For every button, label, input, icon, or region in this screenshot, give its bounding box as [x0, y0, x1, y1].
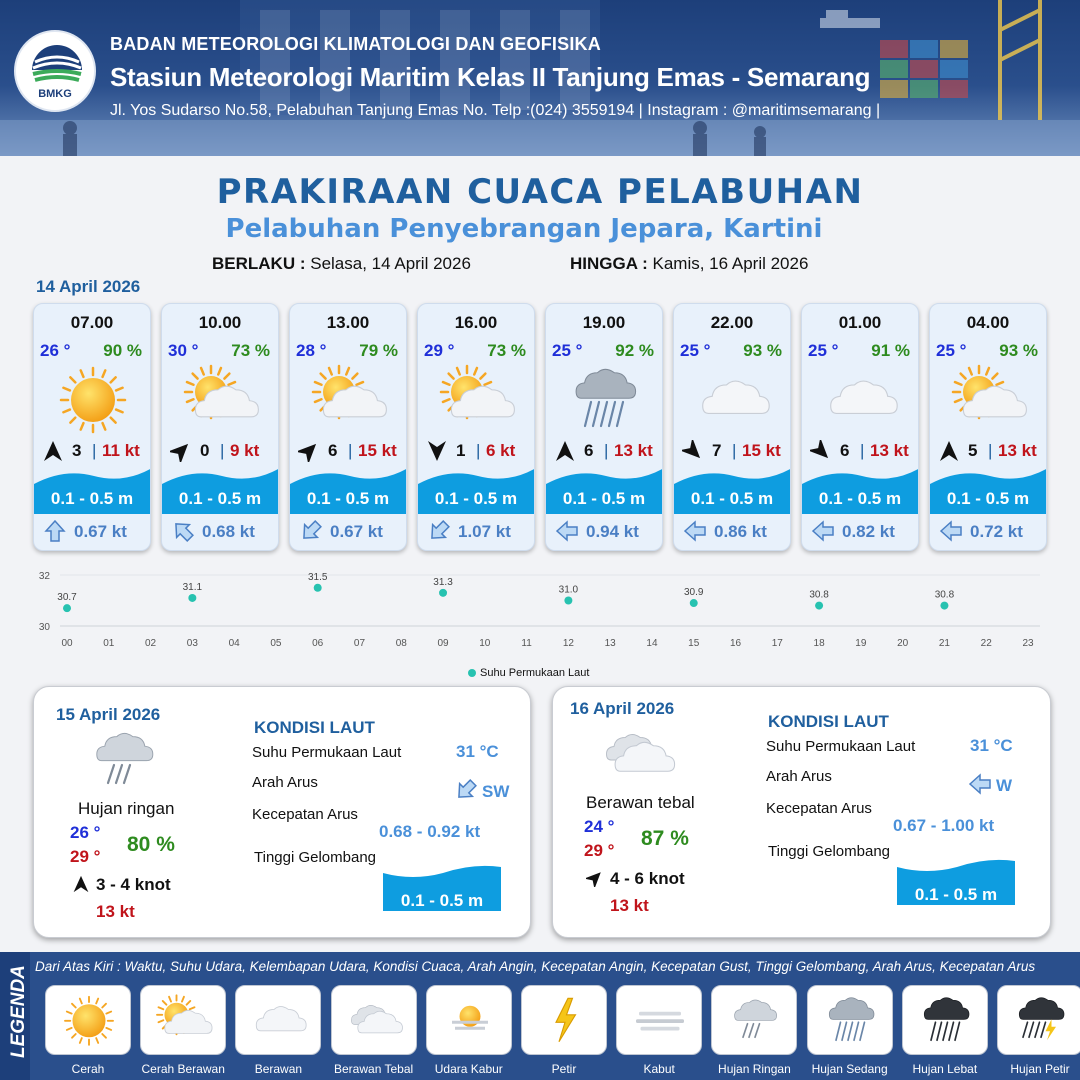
legend-item-label: Cerah [71, 1062, 105, 1076]
data-point [188, 594, 196, 602]
legend-item-label: Udara Kabur [434, 1062, 503, 1076]
x-tick-label: 10 [479, 638, 491, 649]
wave-height: 0.1 - 0.5 m [690, 489, 774, 508]
hourly-card [417, 303, 535, 551]
current-row [428, 518, 528, 544]
current-direction-icon [968, 773, 992, 795]
legend-item [235, 985, 321, 1055]
gust-speed: 11 kt [102, 441, 140, 460]
lightning-icon [535, 991, 595, 1049]
valid-to-label: HINGGA : [570, 254, 648, 273]
forecast-time: 16.00 [454, 313, 498, 332]
gust-speed: 15 kt [358, 441, 397, 460]
weather-icon [181, 364, 261, 434]
x-tick-label: 02 [145, 638, 157, 649]
wind-direction-icon [682, 440, 704, 462]
thunderstorm-icon [1011, 991, 1071, 1049]
wave-value: 0.1 - 0.5 m [914, 885, 998, 904]
forecast-time: 07.00 [70, 313, 114, 332]
data-label: 31.5 [307, 571, 328, 583]
panel-gust: 13 kt [96, 902, 135, 921]
x-tick-label: 18 [813, 638, 825, 649]
x-tick-label: 16 [729, 638, 742, 649]
sun-icon [53, 364, 133, 434]
x-tick-label: 06 [312, 638, 324, 649]
air-temperature: 26 ° [40, 341, 71, 360]
partly-cloudy-icon [437, 364, 517, 434]
sst-label: Suhu Permukaan Laut [252, 744, 402, 761]
current-direction-label: Arah Arus [766, 768, 832, 785]
wave-height: 0.1 - 0.5 m [434, 489, 518, 508]
panel-weather-icon [598, 719, 678, 794]
legend-item-label: Berawan [254, 1062, 303, 1076]
humidity: 91 % [871, 341, 910, 360]
legend-item-label: Petir [551, 1062, 577, 1076]
x-tick-label: 07 [353, 638, 366, 649]
wind-speed: 6 [328, 441, 338, 460]
wind-row [168, 439, 274, 463]
separator: | [604, 441, 609, 460]
data-point [815, 602, 823, 610]
sst-label: Suhu Permukaan Laut [766, 738, 916, 755]
x-tick-label: 20 [897, 638, 909, 649]
panel-temp-max: 29 ° [70, 847, 101, 866]
data-point [314, 584, 322, 592]
wind-direction-icon [170, 440, 192, 462]
wind-speed: 3 [72, 441, 82, 460]
moderate-rain-icon [565, 364, 645, 434]
current-direction-icon [300, 520, 322, 542]
sst-value: 31 °C [970, 736, 1013, 755]
humidity: 79 % [359, 341, 398, 360]
panel-condition: Hujan ringan [78, 799, 175, 818]
partly-cloudy-icon [949, 364, 1029, 434]
data-label: 30.7 [57, 592, 77, 604]
x-tick-label: 01 [103, 638, 115, 649]
separator: | [476, 441, 481, 460]
legend-description: Dari Atas Kiri : Waktu, Suhu Udara, Kelembapan Udara, Kondisi Cuaca, Arah Angin, Kecepatan Angin, Kecepatan Gust, Tinggi Gelombang, Arah Arus, Kecepatan Arus [35, 959, 1036, 974]
humidity: 93 % [743, 341, 782, 360]
humidity: 73 % [487, 341, 526, 360]
today-date: 14 April 2026 [36, 277, 141, 296]
overcast-icon [345, 991, 405, 1049]
legend-side [0, 952, 30, 1080]
panel-temp-min: 24 ° [584, 817, 615, 836]
separator: | [860, 441, 865, 460]
panel-date: 16 April 2026 [570, 699, 675, 718]
wave-height: 0.1 - 0.5 m [50, 489, 134, 508]
panel-temp-min: 26 ° [70, 823, 101, 842]
gust-speed: 9 kt [230, 441, 260, 460]
current-speed-value: 0.68 - 0.92 kt [379, 822, 481, 841]
station-address: Jl. Yos Sudarso No.58, Pelabuhan Tanjung Emas No. Telp :(024) 3559194 | Instagram : @maritimsemarang | [110, 102, 881, 119]
wind-row [680, 439, 786, 463]
forecast-time: 22.00 [710, 313, 754, 332]
panel-wind [72, 875, 171, 895]
panel-wind-speed: 4 - 6 knot [610, 869, 685, 888]
weather-icon [309, 364, 389, 434]
cloudy-icon [821, 364, 901, 434]
heavy-rain-icon [916, 991, 976, 1049]
current-speed: 0.67 kt [74, 522, 127, 541]
forecast-time: 19.00 [582, 313, 626, 332]
air-temperature: 30 ° [168, 341, 199, 360]
humidity: 90 % [103, 341, 142, 360]
hourly-card [929, 303, 1047, 551]
panel-gust: 13 kt [610, 896, 649, 915]
legend-item-label: Berawan Tebal [334, 1062, 414, 1076]
daily-panel-2 [552, 686, 1051, 938]
agency-name: BADAN METEOROLOGI KLIMATOLOGI DAN GEOFISIKA [110, 34, 601, 54]
weather-icon [693, 364, 773, 434]
wind-direction-icon [298, 440, 320, 462]
gust-speed: 13 kt [870, 441, 909, 460]
legend-item-label: Hujan Ringan [718, 1062, 791, 1076]
current-direction-icon [556, 520, 578, 542]
legend-series-name: Suhu Permukaan Laut [480, 667, 590, 679]
weather-icon [821, 364, 901, 434]
separator: | [988, 441, 993, 460]
separator: | [92, 441, 97, 460]
fog-icon [630, 991, 690, 1049]
current-row [556, 518, 656, 544]
current-speed: 0.68 kt [202, 522, 255, 541]
data-point [690, 599, 698, 607]
weather-icon [565, 364, 645, 434]
air-temperature: 25 ° [808, 341, 839, 360]
current-speed: 0.67 kt [330, 522, 383, 541]
x-tick-label: 23 [1022, 638, 1034, 649]
air-temperature: 25 ° [680, 341, 711, 360]
panel-wind-speed: 3 - 4 knot [96, 875, 171, 894]
legend-item [711, 985, 797, 1055]
separator: | [220, 441, 225, 460]
x-tick-label: 03 [186, 638, 198, 649]
panel-condition: Berawan tebal [586, 793, 695, 812]
logo-text: BMKG [38, 88, 72, 100]
y-tick-label: 30 [38, 622, 50, 633]
x-tick-label: 17 [771, 638, 783, 649]
current-direction-icon [454, 779, 478, 801]
forecast-time: 13.00 [326, 313, 370, 332]
data-label: 31.3 [433, 576, 453, 588]
x-tick-label: 13 [604, 638, 616, 649]
current-speed-label: Kecepatan Arus [766, 800, 872, 817]
wind-row [296, 439, 402, 463]
panel-humidity: 80 % [127, 833, 175, 856]
valid-from [212, 254, 471, 274]
legend-item-label: Kabut [643, 1062, 675, 1076]
wave-height: 0.1 - 0.5 m [818, 489, 902, 508]
sun-icon [59, 991, 119, 1049]
wind-row [40, 439, 146, 463]
legend-marker [468, 669, 476, 677]
x-tick-label: 09 [437, 638, 449, 649]
legend-item-label: Hujan Lebat [912, 1062, 978, 1076]
panel-wind [586, 869, 685, 889]
wind-direction-icon [72, 875, 90, 893]
separator: | [732, 441, 737, 460]
weather-icon [949, 364, 1029, 434]
panel-weather-icon [84, 725, 164, 800]
valid-from-label: BERLAKU : [212, 254, 306, 273]
legend-item-label: Cerah Berawan [141, 1062, 225, 1076]
wind-direction-icon [586, 869, 604, 887]
chart-legend [468, 667, 589, 679]
x-tick-label: 11 [521, 638, 532, 649]
x-tick-label: 21 [938, 638, 950, 649]
wave-height: 0.1 - 0.5 m [306, 489, 390, 508]
hourly-card [801, 303, 919, 551]
air-temperature: 25 ° [552, 341, 583, 360]
air-temperature: 28 ° [296, 341, 327, 360]
light-rain-icon [725, 991, 785, 1049]
wave-height: 0.1 - 0.5 m [562, 489, 646, 508]
humidity: 93 % [999, 341, 1038, 360]
page-title: PRAKIRAAN CUACA PELABUHAN [216, 172, 864, 212]
data-label: 31.0 [558, 584, 579, 596]
bmkg-logo [14, 30, 96, 112]
current-direction [968, 773, 1012, 796]
wind-row [808, 439, 914, 463]
partly-cloudy-icon [181, 364, 261, 434]
cloudy-icon [693, 364, 773, 434]
current-speed-label: Kecepatan Arus [252, 806, 358, 823]
hourly-card [33, 303, 151, 551]
data-label: 30.8 [934, 589, 955, 601]
legend-title: LEGENDA [8, 965, 29, 1058]
x-tick-label: 05 [270, 638, 282, 649]
wind-direction-icon [426, 440, 448, 462]
x-tick-label: 08 [395, 638, 407, 649]
valid-to [570, 254, 808, 274]
overcast-icon [598, 719, 678, 789]
current-direction-value: W [996, 776, 1013, 795]
partly-cloudy-icon [309, 364, 389, 434]
gust-speed: 6 kt [486, 441, 516, 460]
hourly-card [161, 303, 279, 551]
current-row [44, 518, 144, 544]
current-direction-icon [940, 520, 962, 542]
light-rain-icon [84, 725, 164, 795]
station-name: Stasiun Meteorologi Maritim Kelas II Tanjung Emas - Semarang [110, 62, 871, 92]
gust-speed: 15 kt [742, 441, 781, 460]
y-tick-label: 32 [38, 571, 50, 582]
hourly-card [289, 303, 407, 551]
data-point [63, 604, 71, 612]
hourly-card [673, 303, 791, 551]
forecast-time: 10.00 [198, 313, 242, 332]
legend-item [616, 985, 702, 1055]
data-label: 31.1 [182, 581, 203, 593]
sea-condition-title: KONDISI LAUT [254, 718, 375, 737]
legend-item [331, 985, 417, 1055]
legend-item [997, 985, 1080, 1055]
haze-icon [440, 991, 500, 1049]
hourly-card [545, 303, 663, 551]
weather-icon [437, 364, 517, 434]
x-tick-label: 14 [646, 638, 658, 649]
data-point [940, 602, 948, 610]
page-subtitle: Pelabuhan Penyebrangan Jepara, Kartini [225, 214, 823, 244]
wave-value: 0.1 - 0.5 m [400, 891, 484, 910]
wind-speed: 0 [200, 441, 210, 460]
wave-label: Tinggi Gelombang [768, 843, 891, 860]
moderate-rain-icon [821, 991, 881, 1049]
current-row [940, 518, 1040, 544]
humidity: 73 % [231, 341, 270, 360]
hourly-forecast [33, 303, 1053, 553]
legend-item [45, 985, 131, 1055]
legend-item-label: Hujan Sedang [811, 1062, 888, 1076]
daily-panel-1 [33, 686, 531, 938]
x-tick-label: 00 [61, 638, 73, 649]
valid-from-value: Selasa, 14 April 2026 [310, 254, 471, 273]
current-speed: 0.72 kt [970, 522, 1023, 541]
data-point [564, 597, 572, 605]
air-temperature: 25 ° [936, 341, 967, 360]
wind-speed: 6 [584, 441, 594, 460]
wind-speed: 6 [840, 441, 850, 460]
wave-height: 0.1 - 0.5 m [946, 489, 1030, 508]
x-tick-label: 19 [855, 638, 867, 649]
gust-speed: 13 kt [998, 441, 1037, 460]
wave-label: Tinggi Gelombang [254, 849, 377, 866]
current-speed-value: 0.67 - 1.00 kt [893, 816, 995, 835]
wind-direction-icon [810, 440, 832, 462]
current-row [812, 518, 912, 544]
current-direction-icon [172, 520, 194, 542]
panel-temp-max: 29 ° [584, 841, 615, 860]
wind-row [552, 439, 658, 463]
legend-item [902, 985, 988, 1055]
sea-condition-title: KONDISI LAUT [768, 712, 889, 731]
wind-speed: 1 [456, 441, 466, 460]
current-direction [454, 779, 509, 802]
partly-cloudy-icon [154, 991, 214, 1049]
x-tick-label: 15 [688, 638, 700, 649]
x-tick-label: 22 [980, 638, 992, 649]
data-label: 30.8 [809, 589, 829, 601]
wind-direction-icon [938, 440, 960, 462]
current-direction-label: Arah Arus [252, 774, 318, 791]
wave-height: 0.1 - 0.5 m [178, 489, 262, 508]
wind-row [424, 439, 530, 463]
current-row [300, 518, 400, 544]
current-row [684, 518, 784, 544]
data-point [439, 589, 447, 597]
wind-row [936, 439, 1042, 463]
humidity: 92 % [615, 341, 654, 360]
sst-value: 31 °C [456, 742, 499, 761]
current-speed: 1.07 kt [458, 522, 511, 541]
separator: | [348, 441, 353, 460]
data-label: 30.9 [684, 587, 704, 599]
gust-speed: 13 kt [614, 441, 653, 460]
x-tick-label: 12 [562, 638, 574, 649]
legend-item [426, 985, 512, 1055]
wind-direction-icon [42, 440, 64, 462]
wind-speed: 5 [968, 441, 978, 460]
current-speed: 0.82 kt [842, 522, 895, 541]
current-row [172, 518, 272, 544]
current-direction-icon [44, 520, 66, 542]
wind-speed: 7 [712, 441, 722, 460]
current-direction-value: SW [482, 782, 510, 801]
legend-item [521, 985, 607, 1055]
x-tick-label: 04 [228, 638, 240, 649]
current-speed: 0.94 kt [586, 522, 639, 541]
cloudy-icon [249, 991, 309, 1049]
air-temperature: 29 ° [424, 341, 455, 360]
forecast-time: 01.00 [838, 313, 882, 332]
current-direction-icon [428, 520, 450, 542]
legend-item-label: Hujan Petir [1010, 1062, 1070, 1076]
legend-item [807, 985, 893, 1055]
current-direction-icon [812, 520, 834, 542]
current-speed: 0.86 kt [714, 522, 767, 541]
forecast-time: 04.00 [966, 313, 1010, 332]
valid-to-value: Kamis, 16 April 2026 [652, 254, 809, 273]
current-direction-icon [684, 520, 706, 542]
legend-item [140, 985, 226, 1055]
weather-icon [53, 364, 133, 434]
wind-direction-icon [554, 440, 576, 462]
panel-date: 15 April 2026 [56, 705, 161, 724]
header-banner [0, 0, 1080, 156]
panel-humidity: 87 % [641, 827, 689, 850]
